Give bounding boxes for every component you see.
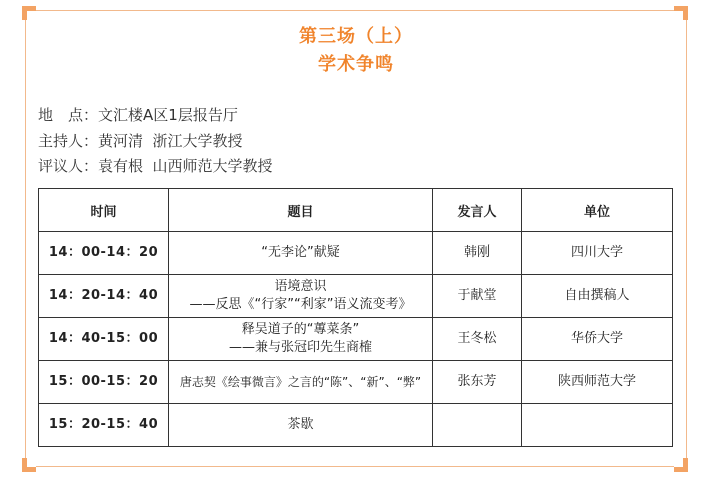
session-subtitle: 学术争鸣 <box>318 54 394 75</box>
location-line <box>38 104 238 125</box>
session-title: 第三场（上） <box>299 26 413 47</box>
table-row <box>39 232 673 275</box>
speaker-cell <box>433 404 522 447</box>
title-cell <box>169 318 433 361</box>
time-cell: 14：40-15：00 <box>39 318 169 361</box>
title-line: 茶歇 <box>287 417 314 432</box>
host-value: 黄河清 浙江大学教授 <box>98 132 243 150</box>
title-line: “无李论”献疑 <box>261 245 340 260</box>
title-cell <box>169 404 433 447</box>
time-cell: 14：20-14：40 <box>39 275 169 318</box>
speaker-cell: 王冬松 <box>433 318 522 361</box>
title-subline: ——反思《“行家”“利家”语义流变考》 <box>189 297 412 312</box>
title-line: 释吴道子的“蓴菜条” <box>241 322 360 337</box>
host-line <box>38 130 243 151</box>
table-row <box>39 404 673 447</box>
title-cell <box>169 361 433 404</box>
reviewer-label: 评议人： <box>38 157 99 175</box>
unit-cell: 陕西师范大学 <box>522 361 673 404</box>
unit-cell <box>522 404 673 447</box>
location-label: 地 点： <box>38 106 99 124</box>
title-line: 语境意识 <box>274 279 327 294</box>
host-label: 主持人： <box>38 132 99 150</box>
table-row <box>39 318 673 361</box>
corner-ornament <box>674 6 688 20</box>
title-cell <box>169 232 433 275</box>
unit-cell: 自由撰稿人 <box>522 275 673 318</box>
title-subline: ——兼与张冠印先生商榷 <box>228 340 372 355</box>
reviewer-line <box>38 155 273 176</box>
header-time: 时间 <box>39 189 169 232</box>
header-speaker: 发言人 <box>433 189 522 232</box>
time-cell: 14：00-14：20 <box>39 232 169 275</box>
speaker-cell: 韩刚 <box>433 232 522 275</box>
corner-ornament <box>674 458 688 472</box>
corner-ornament <box>22 6 36 20</box>
schedule-table <box>38 188 673 447</box>
table-header-row <box>39 189 673 232</box>
reviewer-value: 袁有根 山西师范大学教授 <box>98 157 273 175</box>
unit-cell: 华侨大学 <box>522 318 673 361</box>
speaker-cell: 张东芳 <box>433 361 522 404</box>
header-title: 题目 <box>169 189 433 232</box>
title-cell <box>169 275 433 318</box>
corner-ornament <box>22 458 36 472</box>
speaker-cell: 于献堂 <box>433 275 522 318</box>
location-value: 文汇楼A区1层报告厅 <box>98 106 238 124</box>
time-cell: 15：00-15：20 <box>39 361 169 404</box>
table-row <box>39 361 673 404</box>
time-cell: 15：20-15：40 <box>39 404 169 447</box>
header-unit: 单位 <box>522 189 673 232</box>
table-row <box>39 275 673 318</box>
title-line: 唐志契《绘事微言》之言的“陈”、“新”、“弊” <box>179 375 422 389</box>
unit-cell: 四川大学 <box>522 232 673 275</box>
